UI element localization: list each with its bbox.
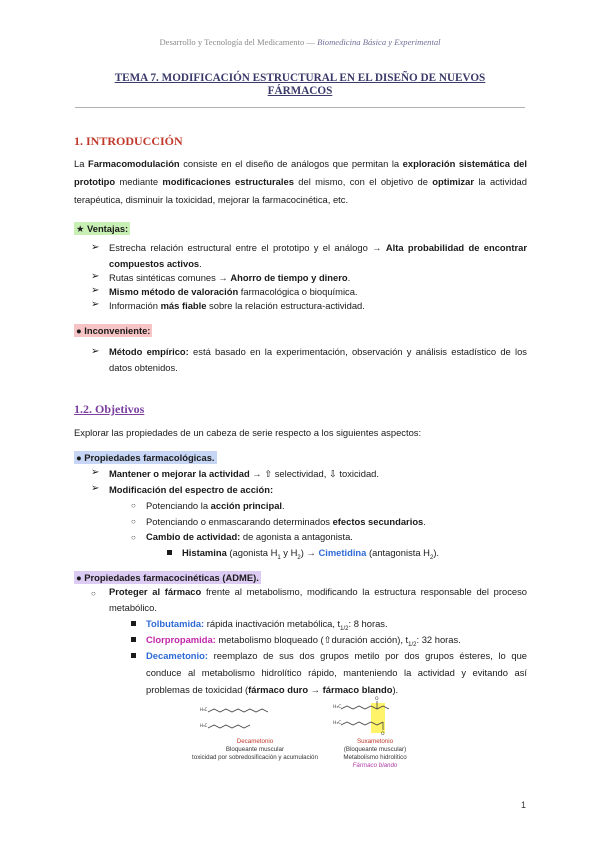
caption-line: toxicidad por sobredosificación y acumulación [192,754,318,761]
title-divider [75,107,525,108]
intro-paragraph [74,155,527,209]
tolbutamida-item [146,618,388,635]
inconveniente-label: ● Inconveniente: [76,325,151,336]
page-number: 1 [521,800,527,810]
arrow-bullet-icon: ➢ [91,467,100,478]
item-text: ). [433,547,440,558]
item-text: y H [280,547,298,558]
caption-line: (Bloqueante muscular) [343,746,407,753]
histamina-item [182,547,439,564]
sub-bold: acción principal [210,500,283,511]
section-heading-objetivos: 1.2. Objetivos [74,402,145,416]
square-bullet-icon [167,550,172,555]
sub-bold: efectos secundarios [332,516,424,527]
running-header [0,37,600,47]
item-text: → ⇧ selectividad, ⇩ toxicidad. [249,468,379,479]
arrow-bullet-icon: ➢ [91,285,100,296]
drug-cimetidina: Cimetidina [318,547,367,558]
square-bullet-icon [131,653,136,658]
item-bold: Modificación del espectro de acción: [109,484,274,495]
arrow-bullet-icon: ➢ [91,346,100,357]
ventajas-label: ★ Ventajas: [76,223,129,234]
intro-term-optimizar: optimizar [432,176,474,187]
svg-text:O: O [381,732,385,737]
svg-text:H₃C: H₃C [200,723,208,728]
drug-clorpropamida: Clorpropamida: [146,634,216,645]
ventaja-item-1 [109,240,527,272]
item-text: (antagonista H [366,547,430,558]
intro-term-farmacomodulacion: Farmacomodulación [87,158,180,169]
item-text: ) → [300,547,319,558]
espectro-sub-3 [146,531,353,543]
intro-text: consiste en el diseño de análogos que permitan la [179,158,403,169]
sub-text: Potenciando la [146,500,211,511]
decametonio-item [146,647,527,698]
arrow-bullet-icon: ➢ [91,242,100,253]
sub-text: . [282,500,285,511]
adme-item [109,584,527,616]
item-text: rápida inactivación metabólica, t [204,618,341,629]
item-text: ). [392,684,399,695]
decametonio-caption [185,738,325,762]
sub-text: . [423,516,426,527]
item-text: frente al metabolismo, modificando la estructura responsable del proceso metabólico. [109,586,528,613]
intro-term-exploracion: exploración sistemática del prototipo [74,158,527,187]
circle-bullet-icon: ○ [131,517,136,526]
caption-line: Bloqueante muscular [225,746,285,753]
circle-bullet-icon: ○ [91,589,96,598]
subscript: 1 [277,554,281,561]
espectro-sub-2 [146,516,426,528]
circle-bullet-icon: ○ [131,501,136,510]
ventaja-item-3 [109,286,358,298]
intro-text: la actividad terapéutica, disminuir la toxicidad, mejorar la farmacocinética, etc. [74,176,527,205]
item-bold: Proteger al fármaco [109,586,202,597]
square-bullet-icon [131,637,136,642]
intro-text: mediante [115,176,163,187]
svg-text:H₃C: H₃C [200,707,208,712]
intro-text: La [74,158,88,169]
document-title [90,72,510,98]
caption-drug-name: Decametonio [236,738,274,745]
item-bold: Mantener o mejorar la actividad [109,468,250,479]
subscript: 1/2 [340,625,349,632]
sub-text: Potenciando o enmascarando determinados [146,516,333,527]
objetivos-intro: Explorar las propiedades de un cabeza de serie respecto a los siguientes aspectos: [74,427,422,438]
intro-term-modificaciones: modificaciones estructurales [162,176,294,187]
arrow-bullet-icon: ➢ [91,483,100,494]
arrow-bullet-icon: ➢ [91,271,100,282]
farmacologicas-item-1 [109,468,379,480]
svg-text:O: O [375,697,379,702]
subscript: 2 [429,554,434,561]
suxametonio-caption [330,738,420,770]
section-heading-introduccion: 1. INTRODUCCIÓN [74,134,183,148]
item-text: : 8 horas. [348,618,388,629]
ventaja-bold: Ahorro de tiempo y dinero [230,272,348,283]
espectro-sub-1 [146,500,285,512]
svg-text:H₃C: H₃C [333,705,342,710]
drug-tolbutamida: Tolbutamida: [146,618,205,629]
subscript: 2 [297,554,301,561]
subscript: 1/2 [408,641,417,648]
ventaja-text: farmacológica o bioquímica. [238,286,358,297]
intro-text: del mismo, con el objetivo de [293,176,433,187]
caption-drug-name: Suxametonio [356,738,394,745]
ventaja-text: sobre la relación estructura-actividad. [206,300,365,311]
caption-line: Fármaco blando [352,762,398,769]
item-text: : 32 horas. [416,634,461,645]
caption-line: Metabolismo hidrolítico [343,754,407,761]
item-bold: fármaco duro → fármaco blando [248,684,393,695]
inconveniente-item [109,344,527,376]
ventaja-text: Rutas sintéticas comunes → [109,272,231,283]
title-line-1: TEMA 7. MODIFICACIÓN ESTRUCTURAL EN EL DISEÑO DE NUEVOS [114,72,486,84]
ventaja-text: . [199,258,202,269]
running-header-degree: Biomedicina Básica y Experimental [317,37,441,47]
ventaja-bold: Alta probabilidad de encontrar compuestos activos [109,242,527,269]
farmacologicas-item-2 [109,484,273,496]
farmacologicas-label: ● Propiedades farmacológicas. [76,452,215,463]
sub-text: de agonista a antagonista. [240,531,353,542]
circle-bullet-icon: ○ [131,533,136,542]
arrow-bullet-icon: ➢ [91,299,100,310]
ventaja-text: Estrecha relación estructural entre el prototipo y el análogo → [109,242,386,253]
suxametonio-structure-image [333,693,413,743]
ventaja-text: . [347,272,351,283]
item-text: reemplazo de sus dos grupos metilo por dos grupos ésteres, lo que conduce al metabolismo hidrolítico rápido, manteniendo la actividad y evitando así problemas de toxicidad ( [146,650,527,695]
inconveniente-text: está basado en la experimentación, observación y análisis estadístico de los datos obtenidos. [109,346,527,373]
item-text: metabolismo bloqueado (⇧duración acción), t [215,634,409,645]
sub-bold: Cambio de actividad: [146,531,241,542]
inconveniente-bold: Método empírico: [109,346,189,357]
ventaja-item-4 [109,300,365,312]
running-header-course: Desarrollo y Tecnología del Medicamento — [159,37,318,47]
title-line-2: FÁRMACOS [267,85,333,97]
item-text: (agonista H [226,547,278,558]
svg-text:H₃C: H₃C [333,721,342,726]
adme-label: ● Propiedades farmacocinéticas (ADME). [76,572,259,583]
ventaja-bold: Mismo método de valoración [109,286,239,297]
drug-decametonio: Decametonio: [146,650,208,661]
ventaja-text: Información [109,300,161,311]
ventaja-bold: más fiable [160,300,207,311]
drug-histamina: Histamina [182,547,227,558]
ventaja-item-2 [109,272,350,284]
square-bullet-icon [131,621,136,626]
decametonio-structure-image [200,700,295,740]
